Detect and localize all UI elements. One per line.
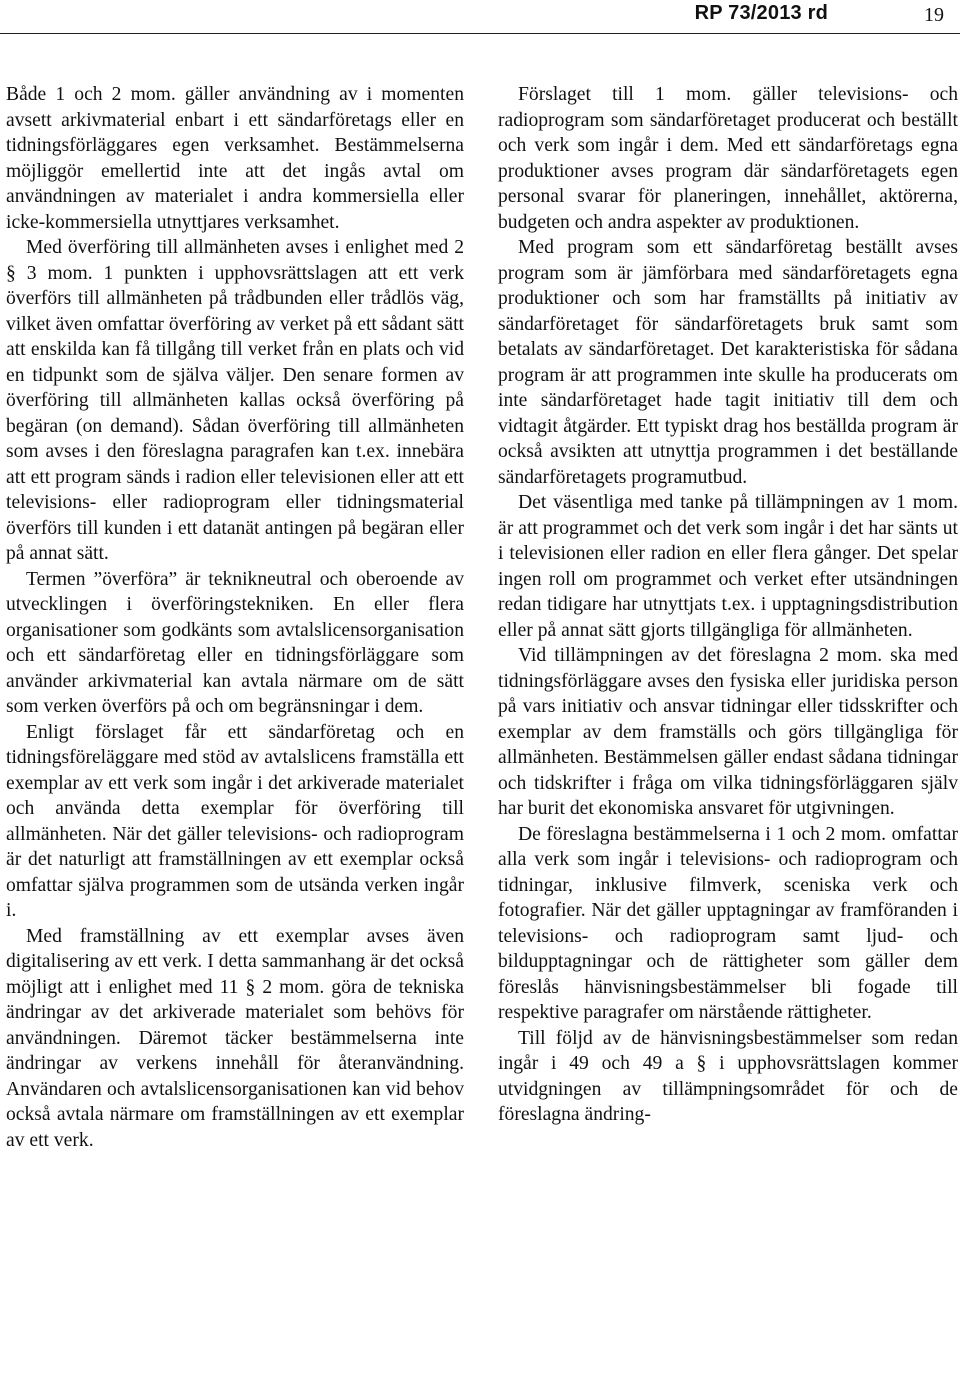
running-header: [0, 0, 960, 36]
paragraph: Enligt förslaget får ett sändarföretag och en tidningsföreläggare med stöd av avtalslicens framställa ett exemplar av ett verk som ingår i det arkiverade materialet och använda detta exemplar för överföring till allmänheten. När det gäller televisions- och radioprogram är det naturligt att framställningen av ett exemplar också omfattar själva programmen som de utsända verken ingår i.: [6, 721, 464, 921]
paragraph: Med framställning av ett exemplar avses även digitalisering av ett verk. I detta sammanhang är det också möjligt att i enlighet med 11 § 2 mom. göra de tekniska ändringar av det arkiverade materialet som behövs för användningen. Däremot täcker bestämmelserna inte ändringar av verkens innehåll för återanvändning. Användaren och avtalslicensorganisationen kan vid behov också avtala närmare om framställningen av ett exemplar av ett verk.: [6, 925, 464, 1151]
paragraph: Förslaget till 1 mom. gäller televisions- och radioprogram som sändarföretaget producerat och beställt och verk som ingår i dem. Med ett sändarföretags egna produktioner avses program där sändarföretagets egen personal svarar för planeringen, innehållet, aktörerna, budgeten och andra aspekter av produktionen.: [498, 84, 958, 233]
paragraph: Med program som ett sändarföretag beställt avses program som är jämförbara med sändarföretagets egna produktioner och som har framställts på initiativ av sändarföretaget för sändarföretagets bruk samt som betalats av sändarföretaget. Det karakteristiska för sådana program är att programmen inte skulle ha producerats om inte sändarföretaget hade tagit initiativ till dem och vidtagit åtgärder. Ett typiskt drag hos beställda program är också avsikten att utnyttja programmen i det beställande sändarföretagets programutbud.: [498, 237, 958, 488]
paragraph: Termen ”överföra” är teknikneutral och oberoende av utvecklingen i överföringstekniken. En eller flera organisationer som godkänts som avtalslicensorganisation och ett sändarföretag eller en tidningsförläggare som använder arkivmaterial kan avtala närmare om de sätt som verken överförs på och om begränsningar i dem.: [6, 568, 464, 717]
paragraph: Med överföring till allmänheten avses i enlighet med 2 § 3 mom. 1 punkten i upphovsrättslagen att ett verk överförs till allmänheten på trådbunden eller trådlös väg, vilket även omfattar överföring av verket på ett sådant sätt att enskilda kan få tillgång till verket från en plats och vid en tidpunkt som de själva väljer. Den senare formen av överföring till allmänheten kallas också överföring på begäran (on demand). Sådan överföring till allmänheten som avses i den föreslagna paragrafen kan t.ex. innebära att ett program sänds i radion eller televisionen eller att ett televisions- eller radioprogram eller tidningsmaterial överförs till kunden i ett datanät antingen på begäran eller på annat sätt.: [6, 237, 464, 564]
right-column: [498, 82, 958, 1128]
paragraph: Både 1 och 2 mom. gäller användning av i momenten avsett arkivmaterial enbart i ett sändarföretags eller en tidningsförläggares egen verksamhet. Bestämmelserna möjliggör emellertid inte att det ingås avtal om användningen av materialet i andra kommersiella eller icke-kommersiella utnyttjares verksamhet.: [6, 84, 464, 233]
page-number: 19: [924, 4, 944, 26]
header-rule: [0, 33, 960, 34]
paragraph: Vid tillämpningen av det föreslagna 2 mom. ska med tidningsförläggare avses den fysiska eller juridiska person på vars initiativ och ansvar tidningar eller tidsskrifter och exemplar av dem framställs och görs tillgängliga för allmänheten. Bestämmelsen gäller endast sådana tidningar och tidskrifter i fråga om vilka tidningsförläggaren själv har burit det ekonomiska ansvaret för utgivningen.: [498, 645, 958, 819]
document-id: RP 73/2013 rd: [694, 2, 828, 24]
left-column: [6, 82, 464, 1153]
paragraph: Till följd av de hänvisningsbestämmelser som redan ingår i 49 och 49 a § i upphovsrättslagen kommer utvidgningen av tillämpningsområdet för och de föreslagna ändring-: [498, 1027, 958, 1125]
paragraph: Det väsentliga med tanke på tillämpningen av 1 mom. är att programmet och det verk som ingår i det har sänts ut i televisionen eller radion en eller flera gånger. Det spelar ingen roll om programmet och verket efter utsändningen redan tidigare har utnyttjats t.ex. i upptagningsdistribution eller på annat sätt gjorts tillgängliga för allmänheten.: [498, 492, 958, 641]
paragraph: De föreslagna bestämmelserna i 1 och 2 mom. omfattar alla verk som ingår i televisions- och radioprogram och tidningar, inklusive filmverk, sceniska verk och fotografier. När det gäller upptagningar av framföranden i televisions- och radioprogram samt ljud- och bildupptagningar och de rättigheter som gäller dem föreslås hänvisningsbestämmelser bli fogade till respektive paragrafer om närstående rättigheter.: [498, 823, 958, 1023]
